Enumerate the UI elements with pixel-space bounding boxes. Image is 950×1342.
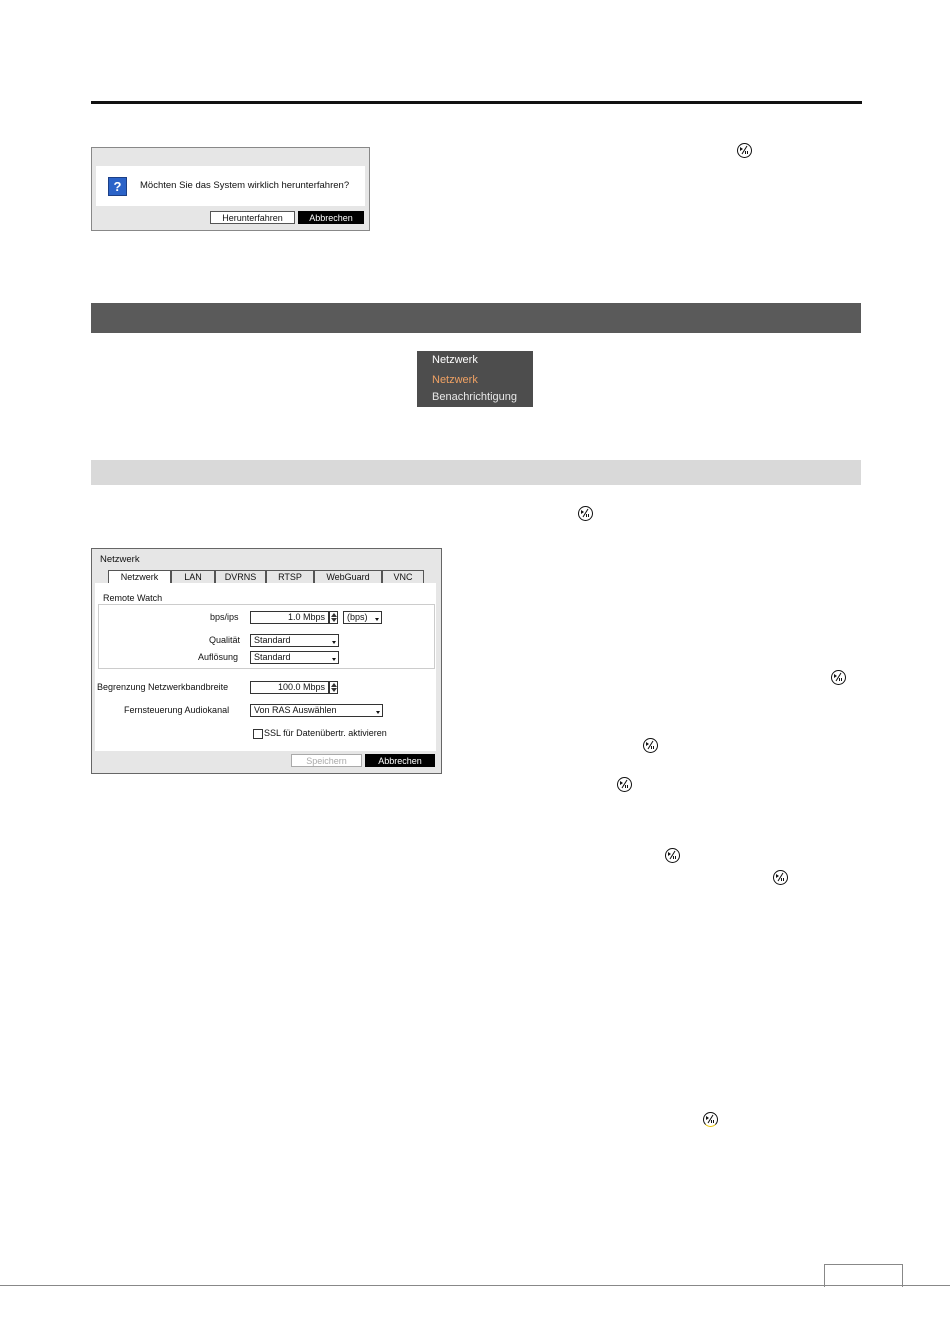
audio-select[interactable] (250, 704, 383, 717)
bandwidth-stepper[interactable] (329, 681, 338, 694)
resolution-label: Auflösung (198, 652, 239, 662)
section-heading-bar (91, 303, 861, 333)
audio-value: Von RAS Auswählen (254, 705, 337, 715)
bps-stepper[interactable] (329, 611, 338, 624)
tab-panel (95, 583, 436, 751)
subsection-heading-bar (91, 460, 861, 485)
bandwidth-label: Begrenzung Netzwerkbandbreite (97, 682, 229, 692)
question-icon: ? (108, 177, 127, 196)
dialog-message: Möchten Sie das System wirklich herunterfahren? (140, 180, 350, 191)
resolution-select[interactable] (250, 651, 339, 664)
menu-item-benachrichtigung[interactable]: Benachrichtigung (432, 391, 518, 403)
play-pause-button-icon (831, 670, 846, 685)
play-pause-button-icon (617, 777, 632, 792)
bps-label: bps/ips (210, 612, 239, 622)
tab-rtsp[interactable]: RTSP (266, 570, 314, 583)
tab-dvrns[interactable]: DVRNS (215, 570, 266, 583)
menu-item-netzwerk[interactable]: Netzwerk (432, 374, 478, 386)
bps-input[interactable]: 1.0 Mbps (250, 611, 329, 624)
quality-select[interactable] (250, 634, 339, 647)
ssl-label: SSL für Datenübertr. aktivieren (264, 728, 387, 738)
remote-watch-label: Remote Watch (103, 593, 163, 603)
menu-header: Netzwerk (432, 354, 478, 366)
shutdown-dialog (91, 147, 370, 231)
page-number-box (824, 1264, 903, 1287)
ssl-checkbox[interactable] (253, 729, 263, 739)
header-rule (91, 101, 862, 104)
chevron-down-icon (332, 641, 336, 644)
footer-rule (0, 1285, 950, 1286)
play-pause-button-icon (665, 848, 680, 863)
chevron-down-icon (375, 618, 379, 621)
remote-watch-group (98, 604, 435, 669)
tab-webguard[interactable]: WebGuard (314, 570, 382, 583)
play-pause-button-icon (578, 506, 593, 521)
window-title: Netzwerk (100, 554, 140, 565)
unit-select[interactable] (343, 611, 382, 624)
save-button[interactable]: Speichern (291, 754, 362, 767)
network-settings-window (91, 548, 442, 774)
play-pause-button-icon (773, 870, 788, 885)
dialog-body (96, 166, 365, 206)
play-pause-button-icon (737, 143, 752, 158)
bandwidth-input[interactable]: 100.0 Mbps (250, 681, 329, 694)
chevron-down-icon (332, 658, 336, 661)
resolution-value: Standard (254, 652, 291, 662)
audio-label: Fernsteuerung Audiokanal (124, 705, 230, 715)
tab-netzwerk[interactable]: Netzwerk (108, 570, 171, 584)
unit-value: (bps) (347, 612, 368, 622)
shutdown-button[interactable]: Herunterfahren (210, 211, 295, 224)
network-menu (417, 351, 533, 407)
play-pause-button-icon (703, 1112, 718, 1127)
quality-label: Qualität (209, 635, 241, 645)
play-pause-button-icon (643, 738, 658, 753)
tab-vnc[interactable]: VNC (382, 570, 424, 583)
tab-lan[interactable]: LAN (171, 570, 215, 583)
cancel-button[interactable]: Abbrechen (298, 211, 364, 224)
cancel-button[interactable]: Abbrechen (365, 754, 435, 767)
quality-value: Standard (254, 635, 291, 645)
chevron-down-icon (376, 711, 380, 714)
